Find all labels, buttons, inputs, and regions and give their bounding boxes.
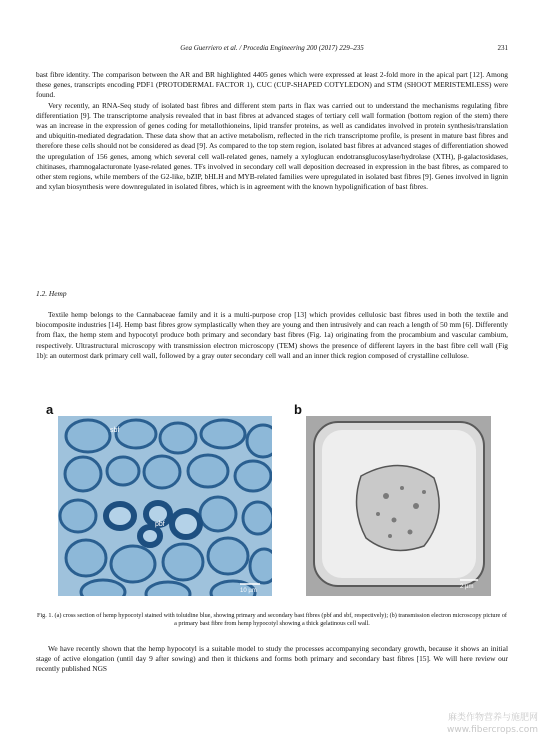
- hemp-paragraph: Textile hemp belongs to the Cannabaceae family and it is a multi-purpose crop [13] which provides cellulosic bast fibres used in both the textile and biocomposite industries [14]. Hemp bast fibres grow symplastically when they are young and then intrusively and can reach a length of 50 mm [6]. Differently from flax, the hemp stem and hypocotyl produce both primary and secondary bast fibres (Fig. 1a) originating from the procambium and vascular cambium, respectively. Ultrastructural microscopy with transmission electron microscopy (TEM) shows the presence of different layers in the bast fibre cell wall (Fig 1b): an outermost dark primary cell wall, followed by a gray outer secondary cell wall and an inner thick region composed of crystalline cellulose.: [36, 310, 508, 360]
- page-number: 231: [497, 44, 508, 52]
- sbf-label: sbf: [110, 427, 120, 434]
- scale-label-a: 10 µm: [240, 588, 257, 594]
- intro-paragraph-2: Very recently, an RNA-Seq study of isolated bast fibres and different stem parts in flax was carried out to understand the mechanisms regulating fibre differentiation [9]. The transcriptome analysis revealed that in bast fibres at advanced stages of tertiary cell wall formation (bottom region of the stem) there was an increase in the expression of genes coding for metallothioneins, lipid transfer proteins, as well as candidates involved in protein synthesis/translation and ubiquitin-mediated degradation. These data show that an active metabolism, reflected in the rich transcriptome profile, is present in mature bast fibres and therefore these cells should not be considered as dead [9]. As compared to the top stem region, isolated bast fibres at advanced stages of differentiation showed the upregulation of 156 genes, among which several cell wall-related genes, namely a xyloglucan endotransglucosylase/hydrolase (XTH), β-galactosidases, chitinases, rhamnogalacturonate lyase-related genes. TFs involved in secondary cell wall deposition decreased in expression in the bast fibres, as compared to other stem regions, while members of the G2-like, bZIP, bHLH and MYB-related families were upregulated in isolated bast fibres [9]. Genes involved in lignin and xylan biosynthesis were downregulated in isolated fibres, which is in agreement with the known hypolignification of bast fibres.: [36, 100, 508, 192]
- watermark-line-2: www.fibercrops.com: [447, 725, 538, 735]
- watermark: [447, 712, 538, 736]
- section-heading: 1.2. Hemp: [36, 289, 67, 298]
- intro-paragraph-1: bast fibre identity. The comparison between the AR and BR highlighted 4405 genes which were expressed at least 2-fold more in the apical part [12]. Among these genes, transcripts encoding PDF1 (PROTODERMAL FACTOR 1), CUC (CUP-SHAPED COTYLEDON) and STM (SHOOT MERISTEMLESS) were found.: [36, 70, 508, 100]
- panel-b-label: b: [294, 402, 302, 417]
- figure-caption: Fig. 1. (a) cross section of hemp hypocotyl stained with toluidine blue, showing primary and secondary bast fibres (pbf and sbf, respectively); (b) transmission electron microscopy picture of a primary bast fibre from hemp hypocotyl showing a thick gelatinous cell wall.: [37, 612, 507, 628]
- micrograph-panel-a: [58, 416, 272, 596]
- running-header: [36, 44, 508, 56]
- closing-paragraph: We have recently shown that the hemp hypocotyl is a suitable model to study the processes accompanying secondary growth, because it shows an initial stage of active elongation (until day 9 after sowing) and then it thickens and forms both primary and secondary bast fibres [15]. We will here review our recently published NGS: [36, 644, 508, 674]
- intro-text: [36, 70, 508, 192]
- watermark-line-1: 麻类作物营养与施肥网: [447, 713, 538, 723]
- panel-a-label: a: [46, 402, 54, 417]
- journal-citation: Gea Guerriero et al. / Procedia Engineering 200 (2017) 229–235: [180, 44, 364, 52]
- tem-panel-b: [306, 416, 491, 596]
- pbf-label: pbf: [155, 521, 165, 528]
- scale-label-b: 2 µm: [460, 584, 474, 590]
